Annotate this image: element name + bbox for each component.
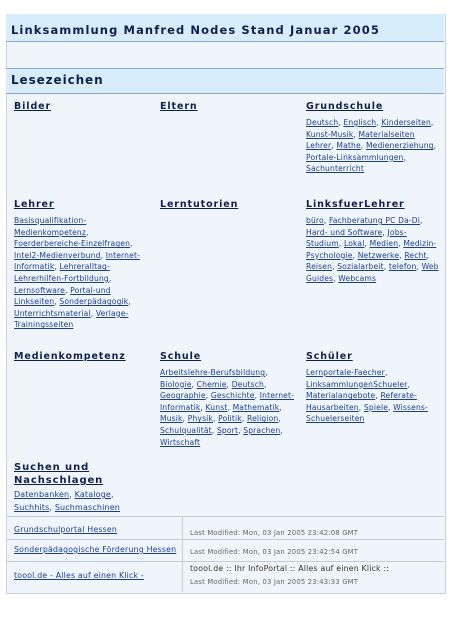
- link-separator: ,: [384, 368, 388, 377]
- link-separator: ,: [338, 239, 344, 249]
- category-link[interactable]: Sachunterricht: [306, 164, 365, 174]
- category-link[interactable]: Mathe: [336, 141, 361, 151]
- category-grundschule: [306, 101, 440, 175]
- category-link[interactable]: Hard- und Software: [306, 227, 383, 237]
- link-separator: ,: [338, 118, 344, 127]
- category-link[interactable]: Medizin-Psychologie: [306, 239, 437, 260]
- category-link[interactable]: Kataloge: [74, 490, 111, 499]
- link-separator: ,: [111, 490, 114, 499]
- link-separator: ,: [333, 273, 339, 283]
- category-link[interactable]: Biologie: [160, 379, 192, 389]
- category-schule: [160, 351, 294, 448]
- link-separator: ,: [376, 118, 382, 127]
- link-separator: ,: [364, 239, 370, 249]
- link-separator: ,: [90, 308, 96, 318]
- category-link[interactable]: Recht: [404, 250, 427, 260]
- link-separator: ,: [226, 379, 232, 389]
- bookmark-last-modified: Last Modified: Mon, 03 Jan 2005 23:42:54 GMT: [190, 548, 359, 556]
- category-link[interactable]: Politik: [218, 414, 242, 424]
- category-link[interactable]: Unterrichtsmaterial: [14, 308, 91, 318]
- link-separator: ,: [254, 391, 260, 401]
- category-link[interactable]: Webcams: [338, 273, 377, 283]
- link-separator: ,: [399, 250, 405, 260]
- link-separator: ,: [416, 262, 422, 272]
- table-divider: [6, 561, 444, 562]
- link-separator: ,: [426, 250, 430, 260]
- bookmark-last-modified: Last Modified: Mon, 03 Jan 2005 23:42:08 GMT: [190, 529, 359, 537]
- link-separator: ,: [382, 227, 388, 237]
- link-separator: ,: [205, 391, 211, 401]
- link-separator: ,: [191, 379, 197, 389]
- category-suchen-und-nachschlagen: [14, 461, 124, 514]
- category-linksfuerlehrer: [306, 199, 440, 285]
- category-link-list: [306, 215, 440, 285]
- category-link[interactable]: Kunst: [205, 402, 228, 412]
- category-link[interactable]: Lokal: [343, 239, 365, 249]
- category-link[interactable]: Kinderseiten: [381, 118, 431, 127]
- link-separator: ,: [211, 425, 217, 435]
- category-link[interactable]: Materialangebote: [306, 391, 376, 401]
- link-separator: ,: [383, 262, 389, 272]
- category-title-link[interactable]: Grundschule: [306, 101, 384, 112]
- link-separator: ,: [430, 118, 434, 127]
- category-link[interactable]: Web Guides: [306, 262, 439, 283]
- link-separator: ,: [358, 402, 364, 412]
- category-link[interactable]: LinksammlungenSchueler: [306, 379, 408, 389]
- category-link[interactable]: Schulqualität: [160, 425, 212, 435]
- category-link[interactable]: Fachberatung PC Da-Di: [328, 216, 421, 225]
- link-separator: ,: [398, 239, 404, 249]
- link-separator: ,: [265, 368, 268, 377]
- link-separator: ,: [182, 414, 188, 424]
- category-link[interactable]: Suchmaschinen: [54, 502, 120, 512]
- category-link[interactable]: Netzwerke: [357, 250, 400, 260]
- link-separator: ,: [128, 297, 131, 307]
- link-separator: ,: [323, 216, 329, 225]
- link-separator: ,: [54, 297, 60, 307]
- link-separator: ,: [238, 425, 244, 435]
- link-separator: ,: [352, 250, 358, 260]
- category-link[interactable]: büro: [306, 216, 324, 225]
- category-link[interactable]: Deutsch: [306, 118, 339, 127]
- link-separator: ,: [407, 379, 411, 389]
- category-link[interactable]: Englisch: [343, 118, 377, 127]
- category-link[interactable]: Portale-Linksammlungen: [306, 152, 404, 162]
- category-title-link[interactable]: Eltern: [160, 101, 198, 112]
- link-separator: ,: [108, 273, 112, 283]
- category-link[interactable]: Suchhits: [14, 502, 50, 512]
- link-separator: ,: [360, 141, 366, 151]
- link-separator: ,: [403, 152, 407, 162]
- category-link[interactable]: Geographie: [160, 391, 206, 401]
- link-separator: ,: [69, 490, 75, 499]
- category-title-link[interactable]: LinksfuerLehrer: [306, 199, 405, 210]
- category-link[interactable]: Deutsch: [231, 379, 264, 389]
- category-link[interactable]: Wissens-Schuelerseiten: [306, 402, 428, 424]
- category-medienkompetenz: [14, 351, 148, 367]
- category-link[interactable]: Lehreralltag-Lehrerhilfen-Fortbildung: [14, 262, 110, 283]
- category-title-link[interactable]: Suchen und Nachschlagen: [14, 462, 104, 486]
- category-link[interactable]: Wirtschaft: [160, 437, 201, 447]
- category-link[interactable]: Medienerziehung: [365, 141, 434, 151]
- category-schueler: [306, 351, 440, 425]
- category-title-link[interactable]: Schule: [160, 351, 202, 362]
- category-lehrer: [14, 199, 148, 331]
- link-separator: ,: [420, 216, 423, 225]
- bookmark-link[interactable]: Grundschulportal Hessen: [14, 525, 118, 534]
- link-separator: ,: [200, 402, 206, 412]
- category-bilder: [14, 101, 148, 117]
- category-link[interactable]: Religion: [246, 414, 279, 424]
- category-link-list: [306, 367, 440, 425]
- link-separator: ,: [227, 402, 233, 412]
- category-title-link[interactable]: Bilder: [14, 101, 52, 112]
- link-separator: ,: [388, 402, 394, 412]
- category-link[interactable]: Musik: [160, 414, 183, 424]
- category-link-list: [160, 367, 294, 448]
- category-link[interactable]: Datenbanken: [14, 490, 70, 499]
- category-link[interactable]: Mathematik: [232, 402, 280, 412]
- category-link[interactable]: Sonderpädagogik: [59, 297, 129, 307]
- category-link-list: [14, 215, 148, 331]
- link-separator: ,: [433, 141, 437, 151]
- category-link[interactable]: Basisqualifikation-Medienkompetenz: [14, 216, 87, 237]
- category-title-link[interactable]: Lehrer: [14, 199, 55, 210]
- table-divider: [6, 516, 444, 517]
- category-link[interactable]: Chemie: [196, 379, 227, 389]
- link-separator: ,: [280, 425, 283, 435]
- category-link[interactable]: telefon: [388, 262, 417, 272]
- category-link[interactable]: Jobs-Studium: [306, 227, 407, 249]
- category-link[interactable]: Internet-Informatik: [14, 250, 140, 272]
- category-link[interactable]: Geschichte: [210, 391, 255, 401]
- category-link[interactable]: Reisen: [306, 262, 333, 272]
- bookmark-link[interactable]: Sonderpädagogische Förderung Hessen: [14, 545, 177, 554]
- link-separator: ,: [331, 141, 337, 151]
- link-separator: ,: [278, 414, 281, 424]
- table-column-divider: [182, 516, 183, 592]
- category-link[interactable]: Intel2-Medienverbund: [14, 250, 101, 260]
- category-eltern: [160, 101, 294, 117]
- category-title-link[interactable]: Schüler: [306, 351, 353, 362]
- link-separator: ,: [241, 414, 247, 424]
- bookmark-description: toool.de :: Ihr InfoPortal :: Alles auf einen Klick ::: [190, 564, 390, 573]
- bookmark-link[interactable]: toool.de - Alles auf einen Klick -: [14, 571, 144, 580]
- category-link[interactable]: Portal-und Linkseiten: [14, 285, 111, 307]
- category-link-list: [306, 117, 440, 175]
- category-link[interactable]: Internet-Informatik: [160, 391, 294, 412]
- category-link[interactable]: Lernsoftware: [14, 285, 65, 295]
- category-link-list: [14, 489, 124, 514]
- page-title: Linksammlung Manfred Nodes Stand Januar 2005: [11, 23, 380, 37]
- link-separator: ,: [279, 402, 282, 412]
- category-title-link[interactable]: Lerntutorien: [160, 199, 239, 210]
- section-title: Lesezeichen: [11, 73, 104, 87]
- category-link[interactable]: Spiele: [363, 402, 389, 412]
- category-link[interactable]: Arbeitslehre-Berufsbildung: [160, 368, 266, 377]
- category-link[interactable]: Foerderbereiche-Einzelfragen: [14, 239, 131, 249]
- link-separator: ,: [86, 227, 89, 237]
- link-separator: ,: [64, 285, 71, 295]
- link-separator: ,: [332, 262, 338, 272]
- category-link[interactable]: Sozialarbeit: [337, 262, 384, 272]
- category-link[interactable]: Physik: [187, 414, 213, 424]
- category-link[interactable]: Sport: [216, 425, 239, 435]
- link-separator: ,: [212, 414, 219, 424]
- category-link[interactable]: Medien: [369, 239, 399, 249]
- category-lerntutorien: [160, 199, 294, 215]
- category-link[interactable]: Verlage-Trainingsseiten: [14, 308, 129, 330]
- link-separator: ,: [130, 239, 133, 249]
- category-link[interactable]: Kunst-Musik: [306, 129, 354, 139]
- link-separator: ,: [49, 502, 55, 512]
- link-separator: ,: [54, 262, 60, 272]
- category-link[interactable]: Lernportale-Faecher: [306, 368, 385, 377]
- link-separator: ,: [375, 391, 381, 401]
- bookmark-last-modified: Last Modified: Mon, 03 Jan 2005 23:43:33 GMT: [190, 578, 359, 586]
- link-separator: ,: [264, 379, 267, 389]
- table-divider: [6, 539, 444, 540]
- link-separator: ,: [100, 250, 106, 260]
- category-link[interactable]: Materialseiten Lehrer: [306, 129, 415, 151]
- link-separator: ,: [353, 129, 359, 139]
- category-link[interactable]: Sprachen: [243, 425, 281, 435]
- category-title-link[interactable]: Medienkompetenz: [14, 351, 126, 362]
- category-link[interactable]: Referate-Hausarbeiten: [306, 391, 417, 412]
